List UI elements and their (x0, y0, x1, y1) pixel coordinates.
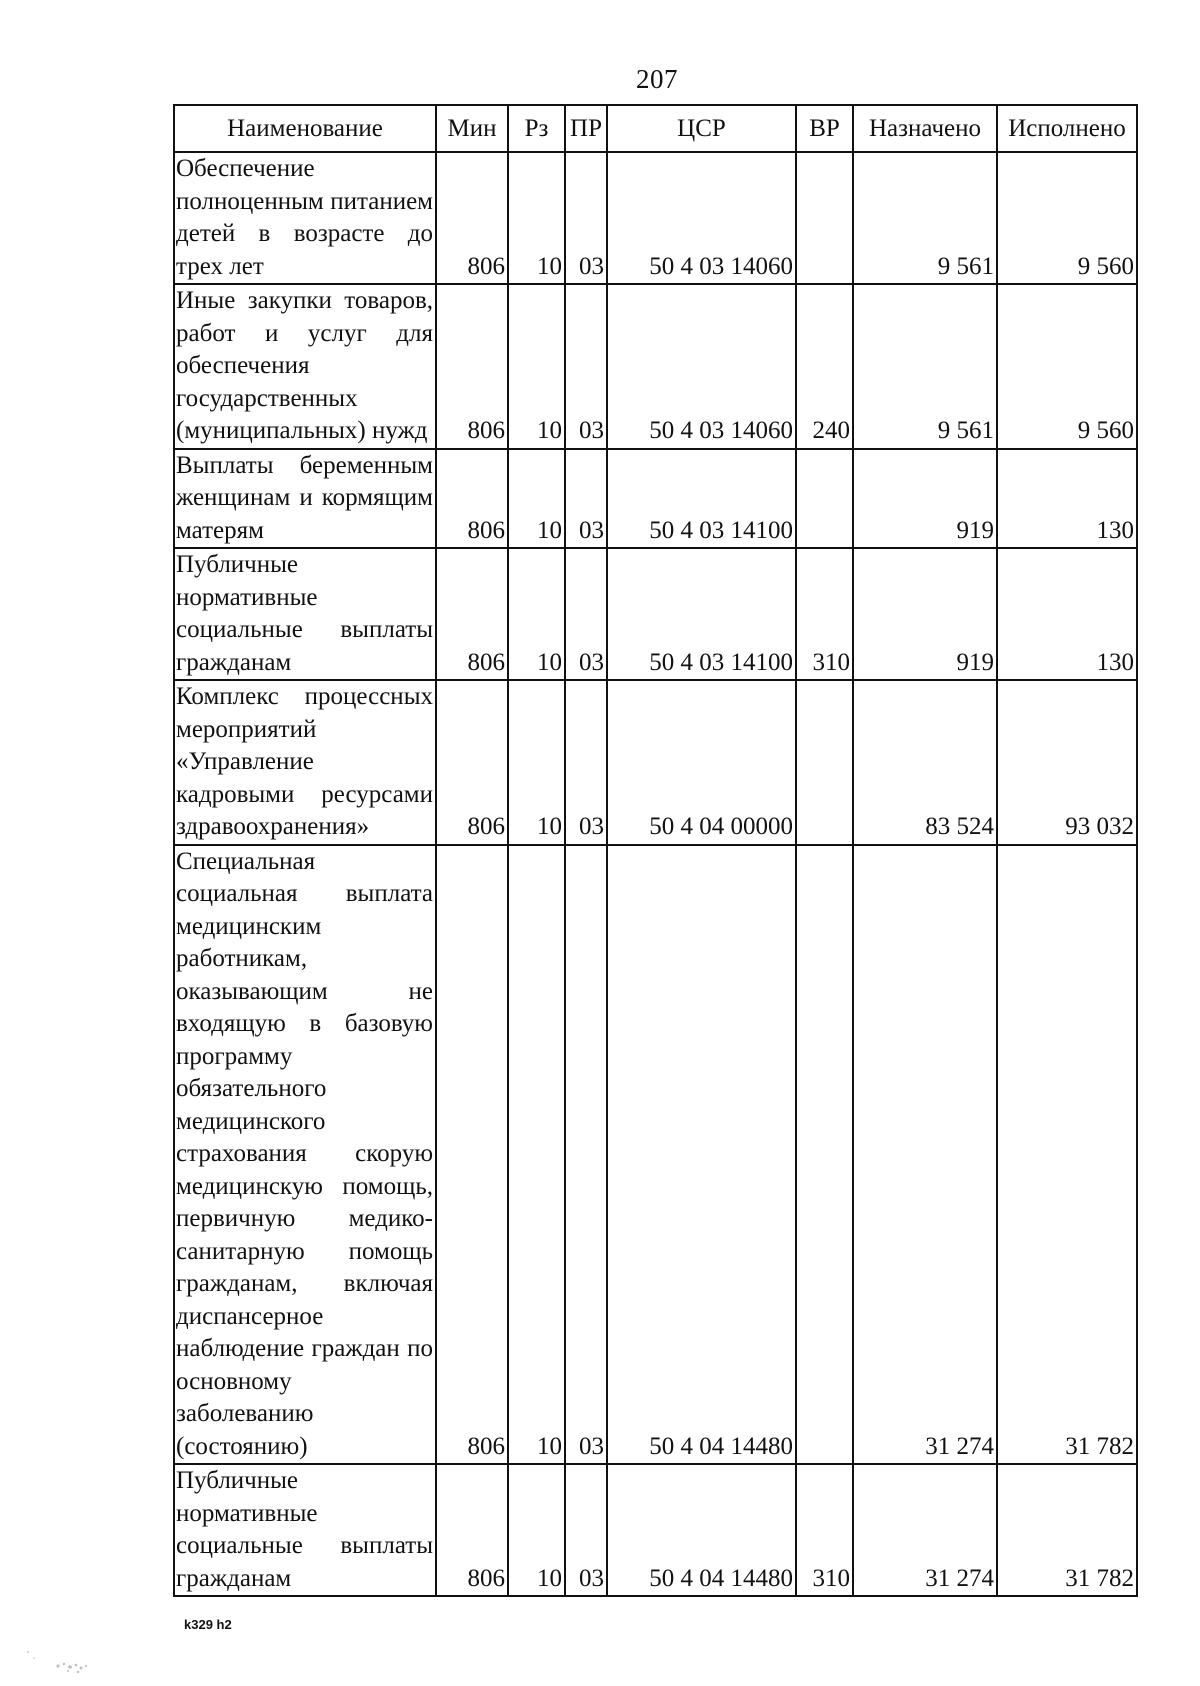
table-row (174, 845, 1137, 1465)
row-pr: 03 (565, 845, 607, 1465)
row-rz: 10 (508, 548, 565, 680)
row-pr: 03 (565, 449, 607, 549)
row-pr: 03 (565, 680, 607, 845)
footer-code: k329 h2 (184, 1617, 232, 1632)
table-row (174, 548, 1137, 680)
table-row (174, 1464, 1137, 1596)
row-assigned: 9 561 (853, 284, 997, 449)
header-executed: Исполнено (997, 105, 1137, 152)
row-csr: 50 4 03 14100 (607, 548, 796, 680)
budget-table (173, 104, 1138, 1597)
row-vr: 310 (796, 548, 853, 680)
table-header-row (174, 105, 1137, 152)
row-rz: 10 (508, 152, 565, 284)
row-pr: 03 (565, 1464, 607, 1596)
row-executed: 93 032 (997, 680, 1137, 845)
row-min: 806 (436, 152, 508, 284)
row-assigned: 919 (853, 449, 997, 549)
header-vr: ВР (796, 105, 853, 152)
row-executed: 130 (997, 449, 1137, 549)
row-min: 806 (436, 284, 508, 449)
row-name: Выплаты беременным женщинам и кормящим матерям (174, 449, 436, 549)
row-executed: 130 (997, 548, 1137, 680)
row-rz: 10 (508, 680, 565, 845)
row-name: Публичные нормативные социальные выплаты гражданам (174, 1464, 436, 1596)
row-min: 806 (436, 680, 508, 845)
header-rz: Рз (508, 105, 565, 152)
row-csr: 50 4 04 00000 (607, 680, 796, 845)
row-rz: 10 (508, 1464, 565, 1596)
header-csr: ЦСР (607, 105, 796, 152)
table-row (174, 284, 1137, 449)
table-row (174, 680, 1137, 845)
row-vr (796, 152, 853, 284)
row-assigned: 31 274 (853, 1464, 997, 1596)
row-name: Комплекс процессных мероприятий «Управление кадровыми ресурсами здравоохранения» (174, 680, 436, 845)
header-pr: ПР (565, 105, 607, 152)
row-min: 806 (436, 548, 508, 680)
row-min: 806 (436, 845, 508, 1465)
row-assigned: 9 561 (853, 152, 997, 284)
row-min: 806 (436, 1464, 508, 1596)
row-executed: 9 560 (997, 284, 1137, 449)
row-csr: 50 4 04 14480 (607, 845, 796, 1465)
row-name: Иные закупки товаров, работ и услуг для обеспечения государственных (муниципальных) нужд (174, 284, 436, 449)
row-csr: 50 4 04 14480 (607, 1464, 796, 1596)
row-assigned: 31 274 (853, 845, 997, 1465)
row-vr (796, 449, 853, 549)
row-name: Обеспечение полноценным питанием детей в возрасте до трех лет (174, 152, 436, 284)
header-assigned: Назначено (853, 105, 997, 152)
table-row (174, 449, 1137, 549)
row-assigned: 83 524 (853, 680, 997, 845)
row-name: Публичные нормативные социальные выплаты гражданам (174, 548, 436, 680)
row-pr: 03 (565, 152, 607, 284)
header-name: Наименование (174, 105, 436, 152)
scan-smudge (8, 1640, 128, 1680)
row-csr: 50 4 03 14060 (607, 152, 796, 284)
row-rz: 10 (508, 449, 565, 549)
row-rz: 10 (508, 284, 565, 449)
row-name: Специальная социальная выплата медицинским работникам, оказывающим не входящую в базовую программу обязательного медицинского страхования скорую медицинскую помощь, первичную медико-санитарную помощь гражданам, включая диспансерное наблюдение граждан по основному заболеванию (состоянию) (174, 845, 436, 1465)
row-executed: 31 782 (997, 845, 1137, 1465)
page-number: 207 (636, 64, 678, 94)
row-pr: 03 (565, 284, 607, 449)
row-vr (796, 845, 853, 1465)
row-min: 806 (436, 449, 508, 549)
row-csr: 50 4 03 14060 (607, 284, 796, 449)
row-rz: 10 (508, 845, 565, 1465)
row-csr: 50 4 03 14100 (607, 449, 796, 549)
row-vr (796, 680, 853, 845)
row-executed: 9 560 (997, 152, 1137, 284)
table-row (174, 152, 1137, 284)
row-pr: 03 (565, 548, 607, 680)
row-vr: 240 (796, 284, 853, 449)
row-assigned: 919 (853, 548, 997, 680)
row-vr: 310 (796, 1464, 853, 1596)
header-min: Мин (436, 105, 508, 152)
row-executed: 31 782 (997, 1464, 1137, 1596)
